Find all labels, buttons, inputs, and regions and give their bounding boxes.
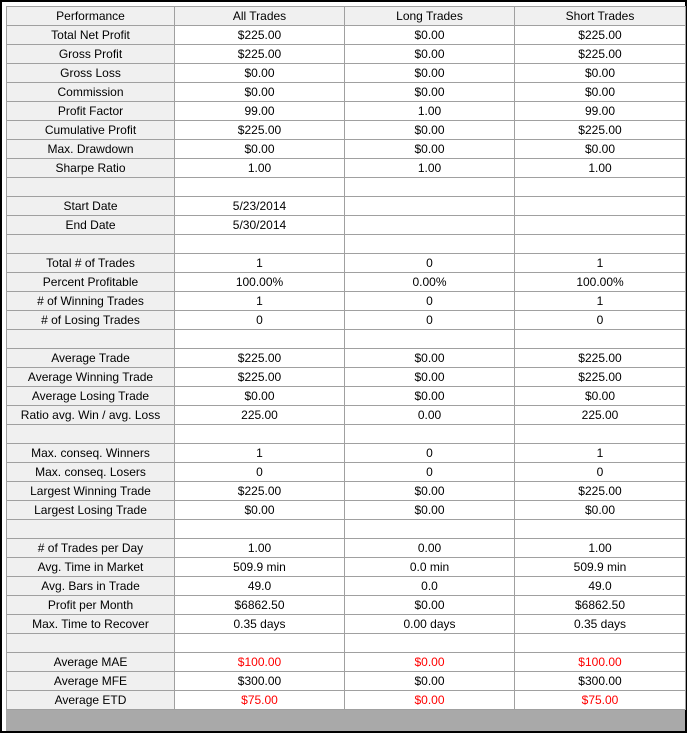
all-trades-cell[interactable] <box>175 330 345 349</box>
table-row <box>7 463 686 482</box>
row-label: Max. conseq. Losers <box>7 463 175 482</box>
all-trades-cell[interactable]: 0.35 days <box>175 615 345 634</box>
short-trades-cell[interactable]: 0.35 days <box>515 615 686 634</box>
short-trades-cell[interactable]: 509.9 min <box>515 558 686 577</box>
short-trades-cell[interactable]: $0.00 <box>515 83 686 102</box>
short-trades-cell[interactable]: 99.00 <box>515 102 686 121</box>
row-label: Max. Drawdown <box>7 140 175 159</box>
table-row <box>7 615 686 634</box>
row-label: Largest Losing Trade <box>7 501 175 520</box>
long-trades-cell[interactable]: 0.00% <box>345 273 515 292</box>
all-trades-cell[interactable]: $225.00 <box>175 121 345 140</box>
long-trades-cell[interactable] <box>345 178 515 197</box>
long-trades-cell[interactable]: 0.0 min <box>345 558 515 577</box>
all-trades-cell[interactable]: $6862.50 <box>175 596 345 615</box>
long-trades-cell[interactable]: $0.00 <box>345 140 515 159</box>
short-trades-cell[interactable]: 0 <box>515 311 686 330</box>
long-trades-cell[interactable]: $0.00 <box>345 653 515 672</box>
table-row <box>7 387 686 406</box>
row-label: Ratio avg. Win / avg. Loss <box>7 406 175 425</box>
all-trades-cell[interactable]: 1.00 <box>175 539 345 558</box>
short-trades-cell[interactable]: 1 <box>515 444 686 463</box>
long-trades-cell[interactable] <box>345 634 515 653</box>
short-trades-cell[interactable]: $225.00 <box>515 26 686 45</box>
short-trades-cell[interactable] <box>515 520 686 539</box>
all-trades-cell[interactable]: 99.00 <box>175 102 345 121</box>
long-trades-cell[interactable]: 0.0 <box>345 577 515 596</box>
table-row <box>7 406 686 425</box>
table-row <box>7 45 686 64</box>
row-label: Commission <box>7 83 175 102</box>
long-trades-cell[interactable]: 0.00 days <box>345 615 515 634</box>
all-trades-cell[interactable] <box>175 235 345 254</box>
spacer-row <box>7 330 686 349</box>
table-row <box>7 292 686 311</box>
row-label: Cumulative Profit <box>7 121 175 140</box>
row-label <box>7 235 175 254</box>
all-trades-cell[interactable]: 5/23/2014 <box>175 197 345 216</box>
row-label: Percent Profitable <box>7 273 175 292</box>
spacer-row <box>7 235 686 254</box>
row-label <box>7 520 175 539</box>
table-row <box>7 159 686 178</box>
long-trades-cell[interactable] <box>345 197 515 216</box>
long-trades-cell[interactable]: 0 <box>345 292 515 311</box>
short-trades-cell[interactable] <box>515 634 686 653</box>
all-trades-cell[interactable]: 5/30/2014 <box>175 216 345 235</box>
all-trades-cell[interactable] <box>175 634 345 653</box>
long-trades-cell[interactable]: 0 <box>345 463 515 482</box>
all-trades-cell[interactable]: $225.00 <box>175 368 345 387</box>
short-trades-cell[interactable]: 225.00 <box>515 406 686 425</box>
spacer-row <box>7 178 686 197</box>
short-trades-cell[interactable] <box>515 330 686 349</box>
short-trades-cell[interactable]: 1.00 <box>515 539 686 558</box>
long-trades-cell[interactable] <box>345 216 515 235</box>
short-trades-cell[interactable] <box>515 216 686 235</box>
long-trades-cell[interactable]: $0.00 <box>345 691 515 710</box>
table-row <box>7 596 686 615</box>
short-trades-cell[interactable]: $225.00 <box>515 482 686 501</box>
all-trades-cell[interactable]: $225.00 <box>175 482 345 501</box>
row-label: # of Losing Trades <box>7 311 175 330</box>
spacer-row <box>7 425 686 444</box>
table-row <box>7 197 686 216</box>
row-label: Largest Winning Trade <box>7 482 175 501</box>
long-trades-cell[interactable]: $0.00 <box>345 64 515 83</box>
all-trades-cell[interactable]: $0.00 <box>175 83 345 102</box>
short-trades-cell[interactable]: $100.00 <box>515 653 686 672</box>
short-trades-cell[interactable] <box>515 197 686 216</box>
short-trades-cell[interactable] <box>515 235 686 254</box>
table-row <box>7 216 686 235</box>
column-header-long-trades[interactable]: Long Trades <box>345 7 515 26</box>
short-trades-cell[interactable]: 1 <box>515 292 686 311</box>
table-row <box>7 368 686 387</box>
table-row <box>7 482 686 501</box>
long-trades-cell[interactable]: $0.00 <box>345 83 515 102</box>
table-row <box>7 653 686 672</box>
short-trades-cell[interactable]: 100.00% <box>515 273 686 292</box>
table-body <box>7 26 686 710</box>
table-row <box>7 83 686 102</box>
long-trades-cell[interactable]: $0.00 <box>345 121 515 140</box>
all-trades-cell[interactable]: 1.00 <box>175 159 345 178</box>
table-row <box>7 121 686 140</box>
row-label: # of Trades per Day <box>7 539 175 558</box>
long-trades-cell[interactable]: $0.00 <box>345 368 515 387</box>
long-trades-cell[interactable]: $0.00 <box>345 387 515 406</box>
spacer-row <box>7 634 686 653</box>
spacer-row <box>7 520 686 539</box>
row-label: Average MFE <box>7 672 175 691</box>
row-label: Gross Loss <box>7 64 175 83</box>
row-label: Total # of Trades <box>7 254 175 273</box>
column-header-performance[interactable]: Performance <box>7 7 175 26</box>
row-label: Average ETD <box>7 691 175 710</box>
row-label: End Date <box>7 216 175 235</box>
short-trades-cell[interactable]: $225.00 <box>515 368 686 387</box>
performance-table <box>6 6 686 710</box>
row-label <box>7 330 175 349</box>
all-trades-cell[interactable]: 1 <box>175 292 345 311</box>
short-trades-cell[interactable] <box>515 425 686 444</box>
short-trades-cell[interactable]: $300.00 <box>515 672 686 691</box>
short-trades-cell[interactable]: $225.00 <box>515 121 686 140</box>
header-row <box>7 7 686 26</box>
long-trades-cell[interactable]: 0.00 <box>345 406 515 425</box>
table-row <box>7 672 686 691</box>
short-trades-cell[interactable]: 1.00 <box>515 159 686 178</box>
table-row <box>7 539 686 558</box>
short-trades-cell[interactable]: 49.0 <box>515 577 686 596</box>
long-trades-cell[interactable] <box>345 425 515 444</box>
all-trades-cell[interactable]: 0 <box>175 311 345 330</box>
row-label: Max. Time to Recover <box>7 615 175 634</box>
all-trades-cell[interactable]: 49.0 <box>175 577 345 596</box>
row-label: Max. conseq. Winners <box>7 444 175 463</box>
all-trades-cell[interactable]: $225.00 <box>175 45 345 64</box>
row-label: Profit Factor <box>7 102 175 121</box>
long-trades-cell[interactable]: $0.00 <box>345 26 515 45</box>
long-trades-cell[interactable]: $0.00 <box>345 672 515 691</box>
all-trades-cell[interactable]: $225.00 <box>175 349 345 368</box>
all-trades-cell[interactable]: 100.00% <box>175 273 345 292</box>
all-trades-cell[interactable] <box>175 520 345 539</box>
short-trades-cell[interactable]: $0.00 <box>515 501 686 520</box>
long-trades-cell[interactable]: $0.00 <box>345 596 515 615</box>
long-trades-cell[interactable]: $0.00 <box>345 482 515 501</box>
row-label <box>7 634 175 653</box>
row-label: Average Losing Trade <box>7 387 175 406</box>
short-trades-cell[interactable] <box>515 178 686 197</box>
long-trades-cell[interactable]: 1.00 <box>345 159 515 178</box>
long-trades-cell[interactable]: 0 <box>345 254 515 273</box>
all-trades-cell[interactable]: 1 <box>175 444 345 463</box>
row-label: Average Trade <box>7 349 175 368</box>
row-label: # of Winning Trades <box>7 292 175 311</box>
column-header-all-trades[interactable]: All Trades <box>175 7 345 26</box>
all-trades-cell[interactable]: $0.00 <box>175 387 345 406</box>
table-row <box>7 444 686 463</box>
long-trades-cell[interactable]: 0.00 <box>345 539 515 558</box>
status-footer <box>6 710 685 731</box>
all-trades-cell[interactable]: 225.00 <box>175 406 345 425</box>
table-row <box>7 577 686 596</box>
all-trades-cell[interactable] <box>175 425 345 444</box>
short-trades-cell[interactable]: $225.00 <box>515 349 686 368</box>
all-trades-cell[interactable]: $0.00 <box>175 501 345 520</box>
table-row <box>7 254 686 273</box>
table-row <box>7 501 686 520</box>
table-row <box>7 102 686 121</box>
long-trades-cell[interactable]: 0 <box>345 444 515 463</box>
long-trades-cell[interactable]: $0.00 <box>345 45 515 64</box>
row-label: Sharpe Ratio <box>7 159 175 178</box>
short-trades-cell[interactable]: 1 <box>515 254 686 273</box>
table-row <box>7 558 686 577</box>
long-trades-cell[interactable]: $0.00 <box>345 349 515 368</box>
row-label: Total Net Profit <box>7 26 175 45</box>
row-label: Avg. Bars in Trade <box>7 577 175 596</box>
table-row <box>7 26 686 45</box>
all-trades-cell[interactable]: $0.00 <box>175 64 345 83</box>
long-trades-cell[interactable] <box>345 520 515 539</box>
short-trades-cell[interactable]: $0.00 <box>515 387 686 406</box>
table-row <box>7 273 686 292</box>
all-trades-cell[interactable] <box>175 178 345 197</box>
table-row <box>7 691 686 710</box>
all-trades-cell[interactable]: $0.00 <box>175 140 345 159</box>
row-label <box>7 178 175 197</box>
table-row <box>7 311 686 330</box>
column-header-short-trades[interactable]: Short Trades <box>515 7 686 26</box>
short-trades-cell[interactable]: $0.00 <box>515 140 686 159</box>
row-label: Avg. Time in Market <box>7 558 175 577</box>
short-trades-cell[interactable]: $0.00 <box>515 64 686 83</box>
table-row <box>7 140 686 159</box>
all-trades-cell[interactable]: $100.00 <box>175 653 345 672</box>
long-trades-cell[interactable] <box>345 330 515 349</box>
long-trades-cell[interactable] <box>345 235 515 254</box>
table-row <box>7 349 686 368</box>
all-trades-cell[interactable]: 509.9 min <box>175 558 345 577</box>
long-trades-cell[interactable]: 1.00 <box>345 102 515 121</box>
row-label: Average Winning Trade <box>7 368 175 387</box>
short-trades-cell[interactable]: $225.00 <box>515 45 686 64</box>
row-label <box>7 425 175 444</box>
row-label: Profit per Month <box>7 596 175 615</box>
table-row <box>7 64 686 83</box>
all-trades-cell[interactable]: $75.00 <box>175 691 345 710</box>
all-trades-cell[interactable]: 1 <box>175 254 345 273</box>
short-trades-cell[interactable]: 0 <box>515 463 686 482</box>
short-trades-cell[interactable]: $75.00 <box>515 691 686 710</box>
all-trades-cell[interactable]: $225.00 <box>175 26 345 45</box>
row-label: Gross Profit <box>7 45 175 64</box>
row-label: Average MAE <box>7 653 175 672</box>
all-trades-cell[interactable]: 0 <box>175 463 345 482</box>
long-trades-cell[interactable]: 0 <box>345 311 515 330</box>
all-trades-cell[interactable]: $300.00 <box>175 672 345 691</box>
short-trades-cell[interactable]: $6862.50 <box>515 596 686 615</box>
long-trades-cell[interactable]: $0.00 <box>345 501 515 520</box>
row-label: Start Date <box>7 197 175 216</box>
